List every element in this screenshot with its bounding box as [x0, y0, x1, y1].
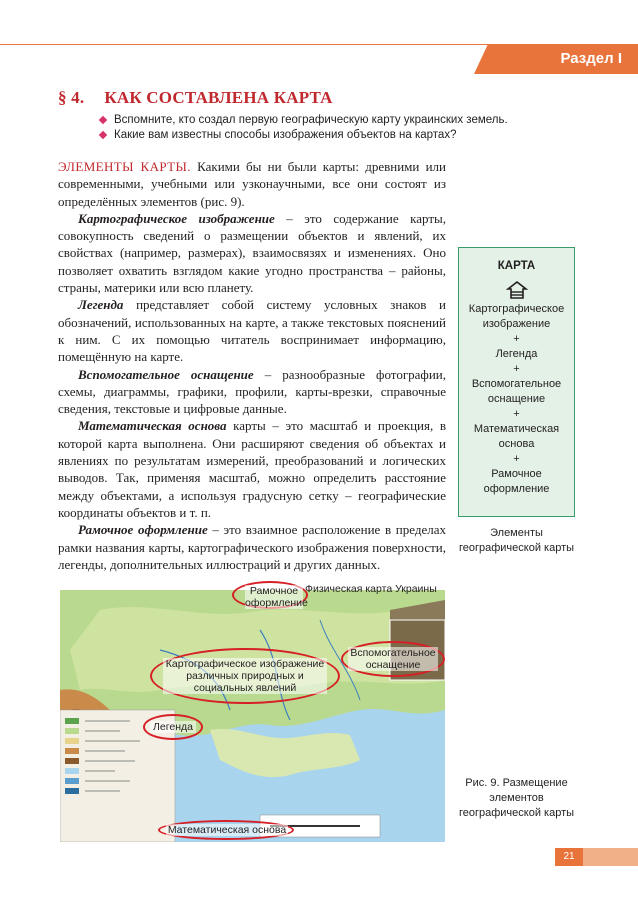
- figure-caption: Рис. 9. Размещение элементов географической карты: [458, 777, 575, 819]
- map-image: [60, 590, 445, 842]
- box-title: КАРТА: [497, 260, 536, 272]
- legend-callout: Легенда: [150, 721, 196, 733]
- paragraph-title: [58, 88, 333, 108]
- page-footer: [555, 848, 638, 866]
- image-callout: Картографическое изображение различных природных и социальных явлений: [163, 658, 327, 694]
- aux-callout: Вспомогательное оснащение: [348, 647, 438, 671]
- paragraph-frame: Рамочное оформление – это взаимное расположение в пределах рамки названия карты, картографического изображения поверхности, легенды, дополнительных иллюстраций и других данных.: [58, 522, 446, 572]
- diamond-bullet-icon: [99, 131, 107, 139]
- box-caption: Элементы географической карты: [458, 527, 575, 554]
- page-number: 21: [555, 848, 583, 866]
- question-item: Вспомните, кто создал первую географическую карту украинских земель.: [100, 114, 508, 126]
- paragraph-elements: ЭЛЕМЕНТЫ КАРТЫ. Какими бы ни были карты: древними или современными, учебными или узконаучными, все они состоят из определённых элементов (рис. 9).: [58, 159, 446, 209]
- box-plus: +: [513, 453, 520, 465]
- box-plus: +: [513, 333, 520, 345]
- box-plus: +: [513, 363, 520, 375]
- footer-stripe: [583, 848, 638, 866]
- section-lead: ЭЛЕМЕНТЫ КАРТЫ.: [58, 159, 191, 174]
- frame-callout: Рамочное оформление: [245, 585, 308, 609]
- section-tab: Раздел I: [488, 44, 638, 74]
- box-item: Картографическое изображение: [468, 303, 565, 330]
- box-item: Рамочное оформление: [483, 468, 550, 495]
- map-figure: [60, 590, 445, 842]
- diamond-bullet-icon: [99, 116, 107, 124]
- section-header: [0, 44, 638, 74]
- home-icon: [506, 280, 528, 300]
- math-callout: Математическая основа: [167, 824, 287, 836]
- paragraph-cartographic-image: Картографическое изображение – это содержание карты, совокупность сведений о размещении объектов и явлений, их свойствах (например, размерах), взаимосвязях и изменениях. Оно позволяет охватить взглядом какие угодно пространства – районы, страны, материки или всю планету.: [58, 210, 446, 296]
- header-rule: [0, 44, 490, 45]
- question-item: Какие вам известны способы изображения объектов на картах?: [100, 129, 508, 141]
- paragraph-number: § 4.: [58, 88, 85, 107]
- paragraph-auxiliary: Вспомогательное оснащение – разнообразные фотографии, схемы, диаграммы, графики, профили, карты-врезки, справочные сведения, текстовые и цифровые данные.: [58, 366, 447, 417]
- map-elements-box: [458, 247, 575, 517]
- map-title: Физическая карта Украины: [305, 583, 437, 595]
- box-item: Легенда: [495, 348, 538, 360]
- box-item: Вспомогательное оснащение: [471, 378, 562, 405]
- paragraph-legend: Легенда представляет собой систему условных знаков и обозначений, использованных на карте, а также текстовых пояснений к ним. С их помощью читатель воспринимает информацию, помещённую на карте.: [58, 297, 446, 365]
- review-questions: [100, 114, 508, 144]
- paragraph-math-basis: Математическая основа карты – это масштаб и проекция, в которой карта выполнена. Они расширяют сведения об объектах и явлениях по результатам измерений, преобразований и логических выводов. Так, применяя масштаб, можно определить расстояние между объектами, а используя градусную сетку – географические координаты объектов и т. п.: [58, 418, 447, 520]
- main-text: [58, 158, 446, 573]
- box-item: Математическая основа: [473, 423, 560, 450]
- box-plus: +: [513, 408, 520, 420]
- paragraph-title-text: КАК СОСТАВЛЕНА КАРТА: [104, 88, 333, 107]
